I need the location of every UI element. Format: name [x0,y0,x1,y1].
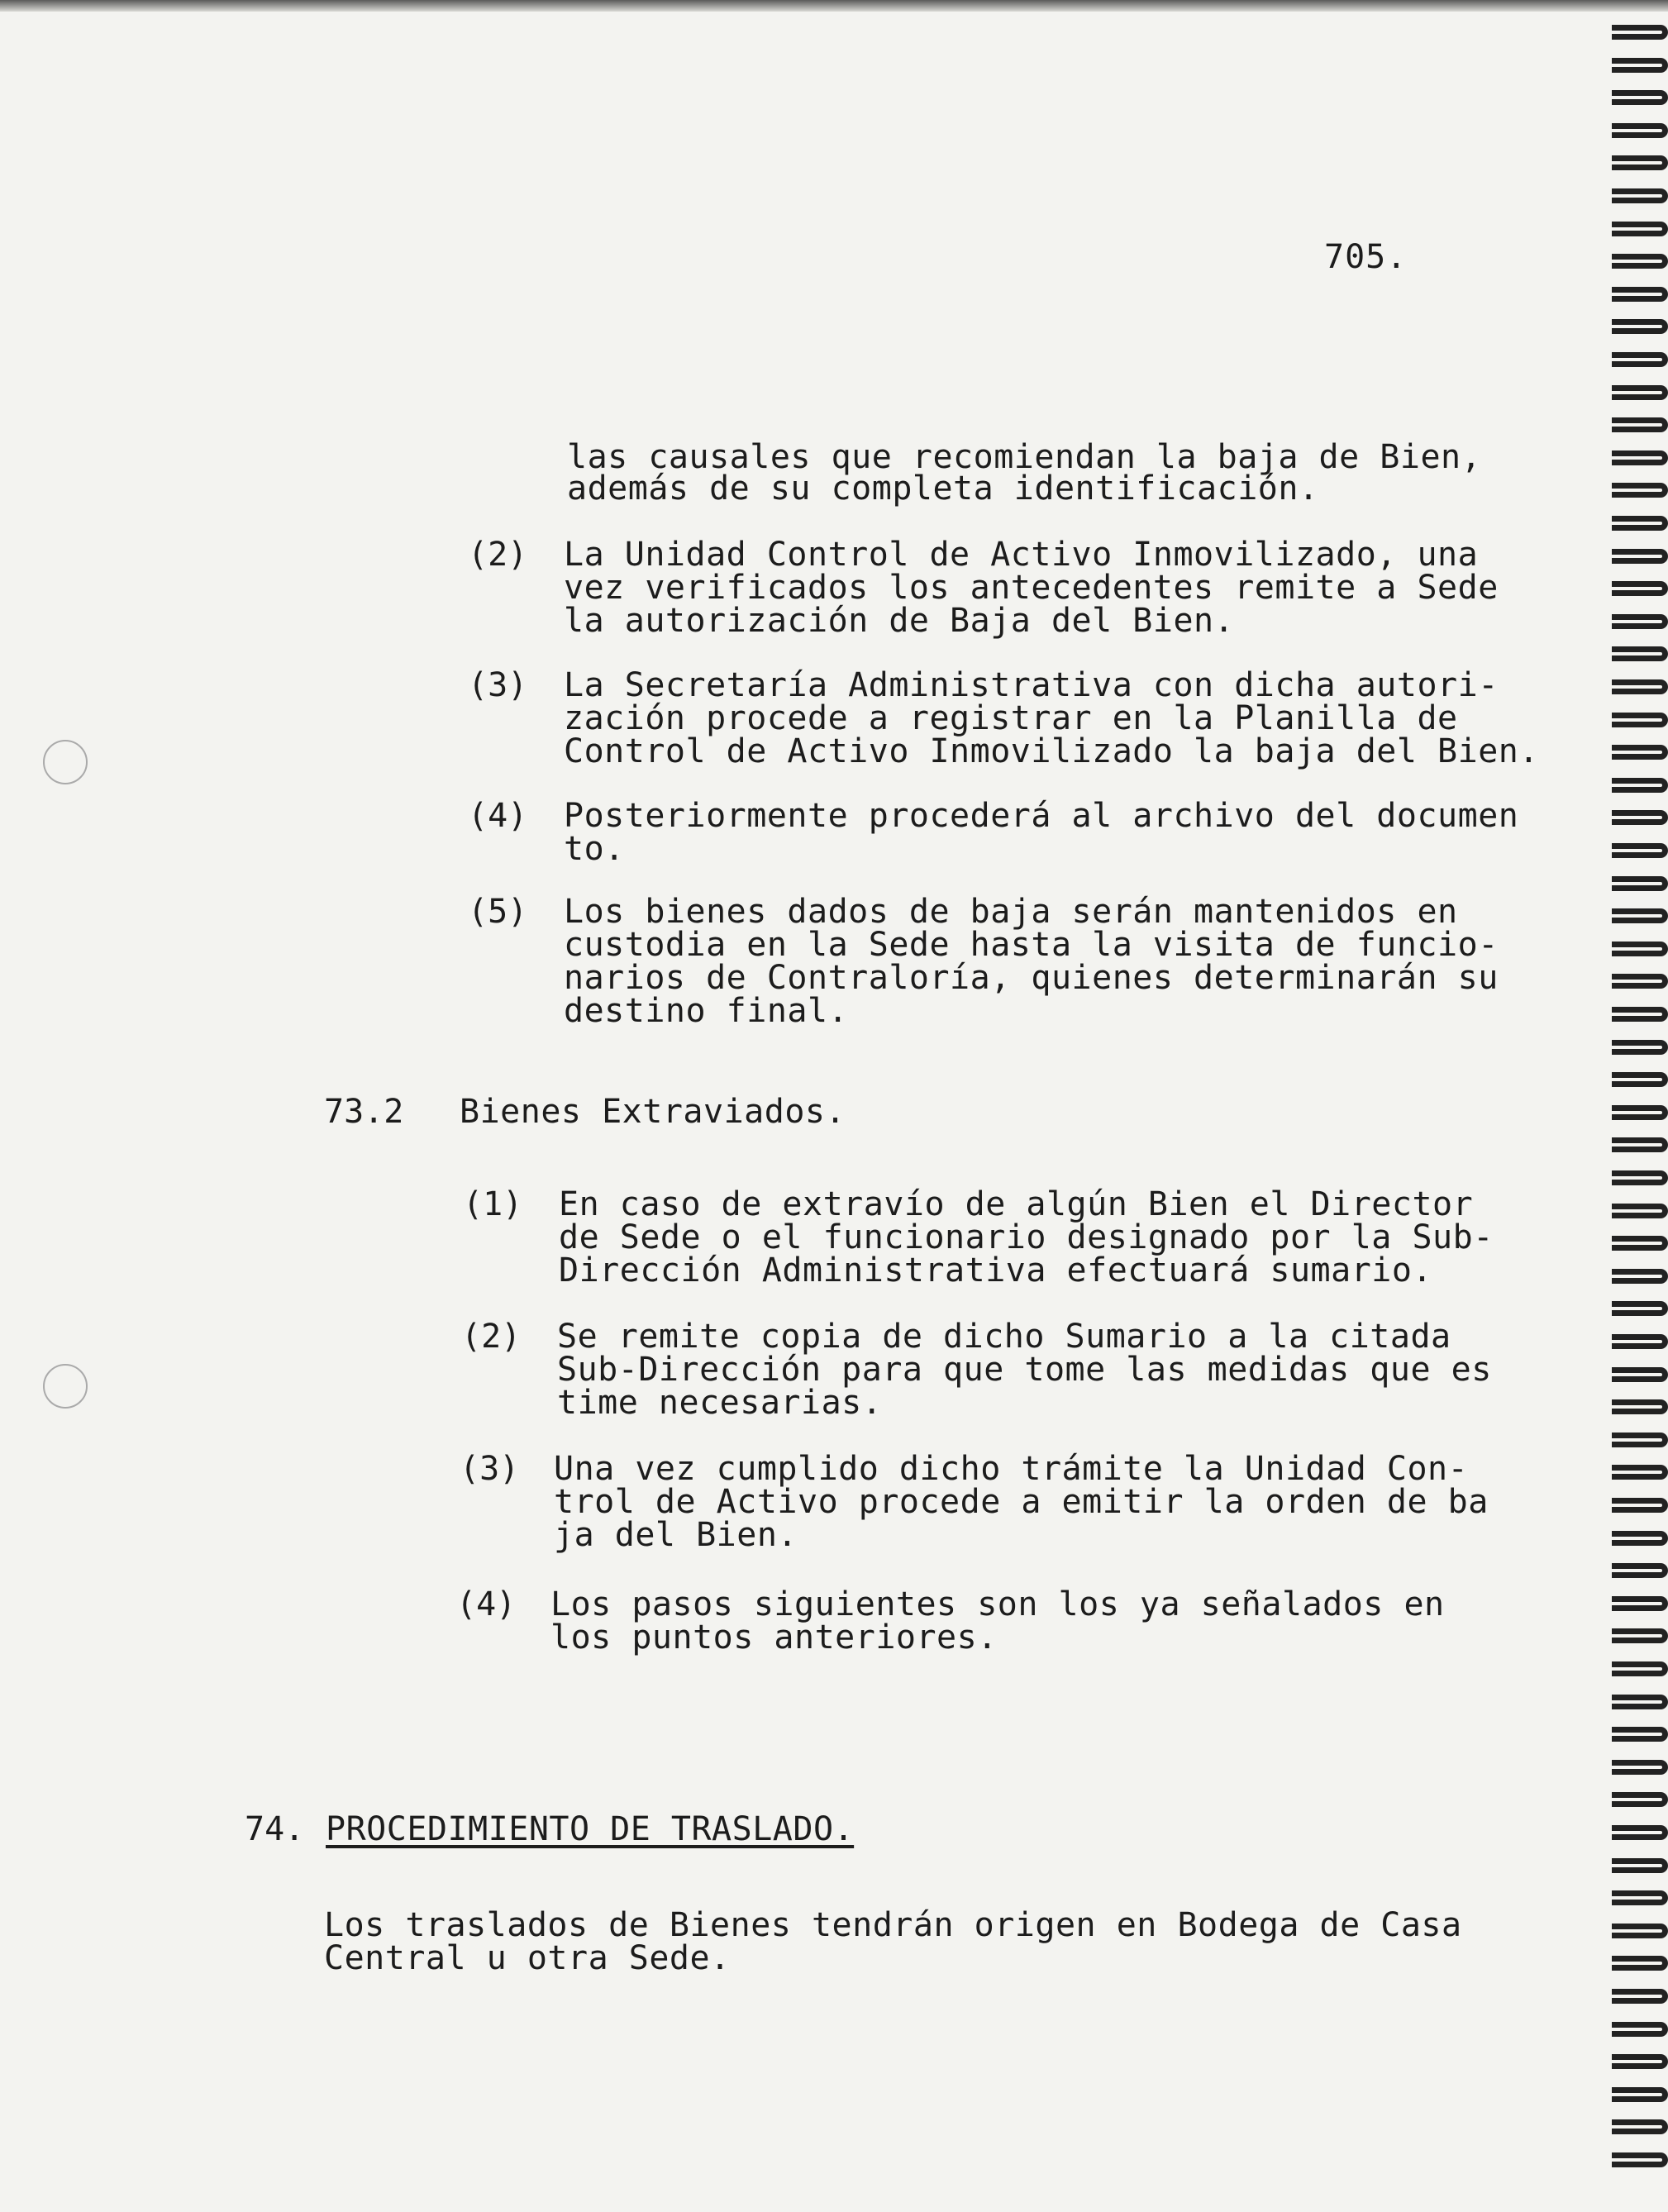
binding-ring [1612,745,1668,760]
binding-ring [1612,876,1668,891]
binding-ring [1612,451,1668,465]
text-line: la autorización de Baja del Bien. [564,602,1235,640]
binding-ring [1612,1628,1668,1643]
binding-ring [1612,646,1668,661]
binding-ring [1612,1695,1668,1709]
text-line: las causales que recomiendan la baja de Bien, [567,438,1482,476]
text-line: time necesarias. [557,1384,883,1422]
binding-ring [1612,1204,1668,1218]
text-line: Control de Activo Inmovilizado la baja del Bien. [564,732,1539,770]
text-line: vez verificados los antecedentes remite a Sede [564,569,1499,607]
text-line: Sub-Dirección para que tome las medidas que es [557,1351,1492,1389]
binding-ring [1612,1040,1668,1055]
text-line: zación procede a registrar en la Planilla de [564,699,1458,737]
page-number: 705. [1324,238,1408,276]
binding-ring [1612,1433,1668,1447]
binding-ring [1612,1661,1668,1676]
item-number: (5) [468,893,528,931]
text-line: Se remite copia de dicho Sumario a la citada [557,1318,1451,1356]
binding-ring [1612,287,1668,302]
text-line: además de su completa identificación. [567,470,1319,508]
binding-ring [1612,778,1668,793]
binding-ring [1612,90,1668,105]
binding-ring [1612,1170,1668,1185]
binding-ring [1612,908,1668,923]
binding-ring [1612,1269,1668,1284]
text-line: Los traslados de Bienes tendrán origen en Bodega de Casa [324,1906,1462,1944]
binding-ring [1612,843,1668,858]
text-line: to. [564,830,625,868]
text-line: trol de Activo procede a emitir la orden de ba [554,1483,1489,1521]
binding-ring [1612,1301,1668,1316]
binding-ring [1612,1858,1668,1873]
binding-ring [1612,1563,1668,1578]
text-line: Central u otra Sede. [324,1939,731,1977]
binding-ring [1612,1367,1668,1382]
text-line: En caso de extravío de algún Bien el Director [559,1185,1474,1223]
binding-ring [1612,483,1668,498]
binding-ring [1612,2022,1668,2037]
page-top-edge [0,0,1668,12]
binding-ring [1612,1465,1668,1480]
item-number: (2) [468,536,528,574]
binding-ring [1612,25,1668,40]
binding-ring [1612,581,1668,596]
text-line: Los bienes dados de baja serán mantenidos en [564,893,1458,931]
binding-ring [1612,1072,1668,1087]
binding-ring [1612,1792,1668,1807]
binding-ring [1612,319,1668,334]
item-number: (4) [468,797,528,835]
binding-ring [1612,254,1668,269]
binding-ring [1612,1760,1668,1775]
binding-ring [1612,1498,1668,1513]
text-line: los puntos anteriores. [550,1618,998,1657]
binding-ring [1612,2152,1668,2167]
binding-ring [1612,1924,1668,1938]
item-number: (1) [463,1185,523,1223]
binding-ring [1612,549,1668,564]
binding-ring [1612,713,1668,727]
binding-ring [1612,352,1668,367]
punch-hole [43,740,88,784]
binding-ring [1612,2119,1668,2134]
binding-ring [1612,188,1668,203]
item-number: (3) [468,666,528,704]
item-number: (4) [456,1585,517,1623]
section-title: PROCEDIMIENTO DE TRASLADO. [326,1810,855,1848]
binding-ring [1612,155,1668,170]
binding-ring [1612,1825,1668,1840]
item-number: (2) [461,1318,522,1356]
punch-hole [43,1364,88,1409]
binding-ring [1612,614,1668,629]
binding-ring [1612,385,1668,400]
text-line: de Sede o el funcionario designado por la Sub- [559,1218,1494,1256]
text-line: La Secretaría Administrativa con dicha autori- [564,666,1499,704]
binding-ring [1612,1236,1668,1251]
binding-ring [1612,1989,1668,2004]
binding-ring [1612,1007,1668,1022]
binding-ring [1612,1956,1668,1971]
binding-ring [1612,1105,1668,1120]
text-line: custodia en la Sede hasta la visita de funcio- [564,926,1499,964]
binding-ring [1612,1531,1668,1546]
binding-ring [1612,1137,1668,1152]
binding-ring [1612,1596,1668,1611]
binding-ring [1612,1727,1668,1742]
binding-ring [1612,942,1668,956]
section-title: Bienes Extraviados. [460,1093,846,1131]
spiral-binding [1602,25,1668,2191]
item-number: (3) [460,1450,520,1488]
binding-ring [1612,516,1668,531]
text-line: Los pasos siguientes son los ya señalados en [550,1585,1445,1623]
binding-ring [1612,2087,1668,2102]
binding-ring [1612,1399,1668,1414]
text-line: Dirección Administrativa efectuará sumario. [559,1251,1433,1290]
binding-ring [1612,1334,1668,1349]
text-line: narios de Contraloría, quienes determinarán su [564,959,1499,997]
binding-ring [1612,222,1668,236]
binding-ring [1612,679,1668,694]
binding-ring [1612,417,1668,432]
text-line: La Unidad Control de Activo Inmovilizado, una [564,536,1479,574]
binding-ring [1612,123,1668,138]
binding-ring [1612,1890,1668,1905]
binding-ring [1612,58,1668,73]
section-number: 73.2 [324,1093,404,1131]
binding-ring [1612,2054,1668,2069]
text-line: destino final. [564,992,849,1030]
text-line: ja del Bien. [554,1516,798,1554]
binding-ring [1612,810,1668,825]
text-line: Una vez cumplido dicho trámite la Unidad Con- [554,1450,1469,1488]
binding-ring [1612,974,1668,989]
section-number: 74. [245,1810,305,1848]
text-line: Posteriormente procederá al archivo del documen [564,797,1519,835]
